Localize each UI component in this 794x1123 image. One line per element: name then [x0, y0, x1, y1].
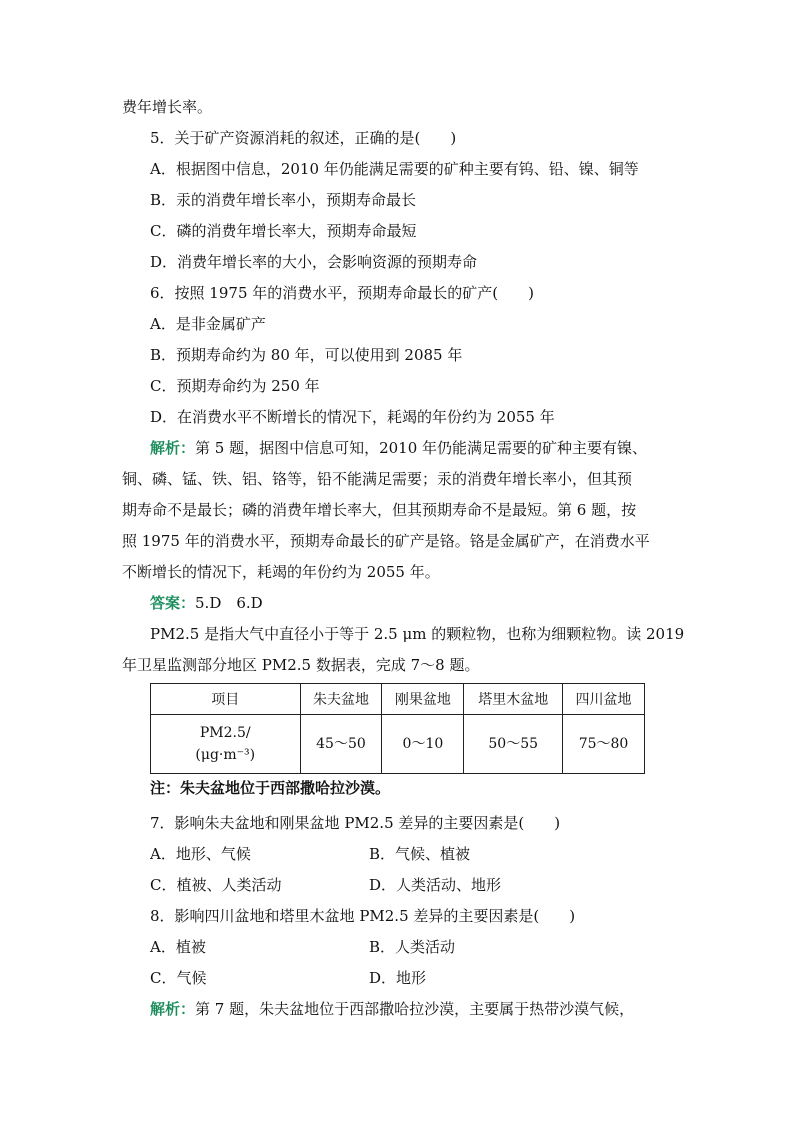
q8-option-c: C．气候: [150, 969, 207, 987]
analysis-1-text-4: 不断增长的情况下，耗竭的年份约为 2055 年。: [122, 563, 440, 581]
table-header-cell: 刚果盆地: [382, 684, 464, 715]
q5-option-a: A．根据图中信息，2010 年仍能满足需要的矿种主要有钨、铅、镍、铜等: [150, 160, 639, 178]
q5-stem: 5．关于矿产资源消耗的叙述，正确的是( ): [150, 129, 457, 147]
q7-option-c: C．植被、人类活动: [150, 876, 282, 894]
table-cell: 0～10: [382, 715, 464, 774]
q6-stem: 6．按照 1975 年的消费水平，预期寿命最长的矿产( ): [150, 284, 534, 302]
q6-option-c: C．预期寿命约为 250 年: [150, 377, 320, 395]
table-header-cell: 项目: [151, 684, 301, 715]
analysis-label: 解析：: [150, 439, 196, 457]
answer-1-text: 5.D 6.D: [195, 594, 263, 612]
q7-option-b: B．气候、植被: [369, 845, 471, 863]
table-header-cell: 朱夫盆地: [300, 684, 382, 715]
q5-option-c: C．磷的消费年增长率大，预期寿命最短: [150, 222, 417, 240]
table-cell: 50～55: [464, 715, 563, 774]
analysis-2: [150, 999, 634, 1019]
q6-option-d: D．在消费水平不断增长的情况下，耗竭的年份约为 2055 年: [150, 408, 555, 426]
table-cell: 75～80: [563, 715, 645, 774]
analysis-1-text-2: 期寿命不是最长；磷的消费年增长率大，但其预期寿命不是最短。第 6 题，按: [122, 501, 637, 519]
table-header-cell: 四川盆地: [563, 684, 645, 715]
analysis-1-first-line: [150, 438, 647, 458]
analysis-1-text-3: 照 1975 年的消费水平，预期寿命最长的矿产是铬。铬是金属矿产，在消费水平: [122, 532, 650, 550]
q8-option-b: B．人类活动: [369, 938, 456, 956]
q8-option-a: A．植被: [150, 938, 206, 956]
q6-option-b: B．预期寿命约为 80 年，可以使用到 2085 年: [150, 346, 463, 364]
q8-stem: 8．影响四川盆地和塔里木盆地 PM2.5 差异的主要因素是( ): [150, 907, 576, 925]
passage-line-1: 年卫星监测部分地区 PM2.5 数据表，完成 7～8 题。: [122, 656, 480, 674]
table-row-label: [151, 715, 301, 774]
passage-line-0: PM2.5 是指大气中直径小于等于 2.5 μm 的颗粒物，也称为细颗粒物。读 2019: [150, 625, 685, 643]
q5-option-d: D．消费年增长率的大小，会影响资源的预期寿命: [150, 253, 478, 271]
analysis-label: 解析：: [150, 1000, 196, 1018]
q7-option-d: D．人类活动、地形: [369, 876, 502, 894]
table-note: 注：朱夫盆地位于西部撒哈拉沙漠。: [150, 779, 391, 797]
answer-label: 答案：: [150, 594, 196, 612]
row-label-line2: (μg·m⁻³): [195, 747, 256, 763]
table-header-row: [151, 684, 645, 715]
answer-1: [150, 593, 263, 613]
pm25-table: [150, 683, 645, 774]
table-cell: 45～50: [300, 715, 382, 774]
analysis-2-text: 第 7 题，朱夫盆地位于西部撒哈拉沙漠，主要属于热带沙漠气候，: [195, 1000, 635, 1018]
table-header-cell: 塔里木盆地: [464, 684, 563, 715]
q6-option-a: A．是非金属矿产: [150, 315, 266, 333]
analysis-1-text-0: 第 5 题，据图中信息可知，2010 年仍能满足需要的矿种主要有镍、: [195, 439, 648, 457]
q7-option-a: A．地形、气候: [150, 845, 251, 863]
analysis-1-text-1: 铜、磷、锰、铁、铝、铬等，铅不能满足需要；汞的消费年增长率小，但其预: [122, 470, 633, 488]
q7-stem: 7．影响朱夫盆地和刚果盆地 PM2.5 差异的主要因素是( ): [150, 814, 561, 832]
table-row: [151, 715, 645, 774]
q8-option-d: D．地形: [369, 969, 427, 987]
row-label-line1: PM2.5/: [199, 725, 251, 741]
q5-option-b: B．汞的消费年增长率小，预期寿命最长: [150, 191, 417, 209]
intro-tail: 费年增长率。: [122, 98, 213, 116]
